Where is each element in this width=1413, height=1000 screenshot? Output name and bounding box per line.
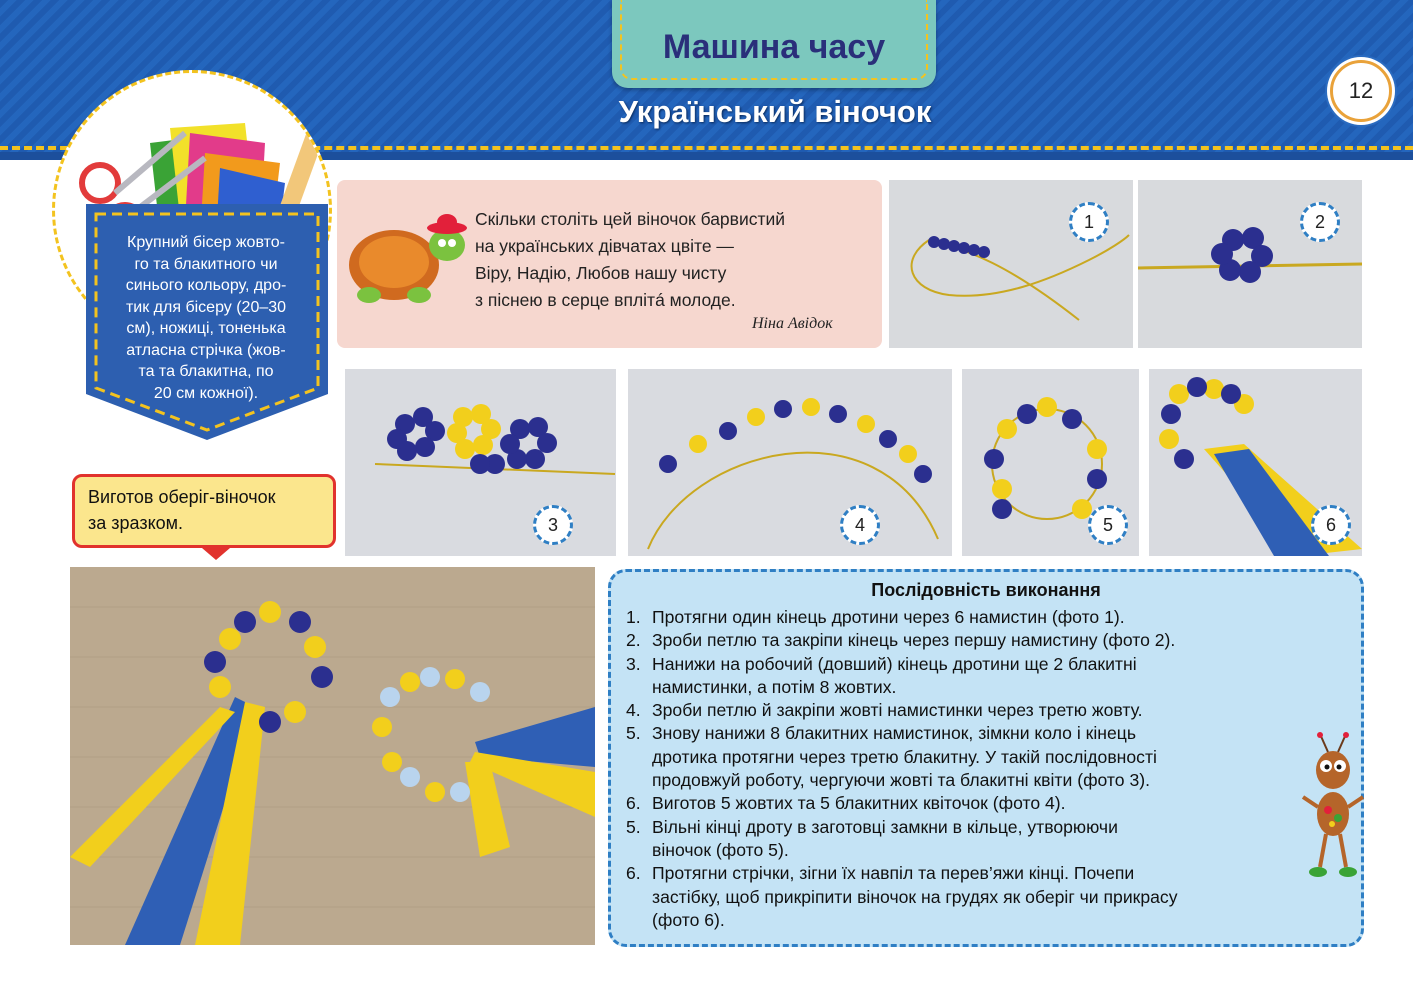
turtle-icon [339, 190, 469, 320]
step-badge: 4 [840, 505, 880, 545]
step-photo-4 [628, 369, 952, 556]
materials-line: синього кольору, дро- [125, 277, 287, 294]
task-line: за зразком. [88, 513, 184, 533]
poem-line: Віру, Надію, Любов нашу чисту [475, 263, 727, 283]
poem-text [475, 206, 895, 314]
step-photo-2 [1138, 180, 1362, 348]
step-item [626, 629, 1336, 652]
step-number: 2. [626, 630, 641, 651]
step-line: (фото 6). [652, 909, 725, 930]
page-number-badge [1330, 60, 1392, 122]
task-arrow [202, 548, 230, 560]
materials-line: та та блакитна, по [138, 363, 274, 380]
step-line: Зроби петлю та закріпи кінець через першу намистину (фото 2). [652, 630, 1176, 651]
step-item [626, 653, 1336, 700]
step-photo-5 [962, 369, 1139, 556]
step-line: Нанижи на робочий (довший) кінець дротини ще 2 блакитні [652, 653, 1137, 674]
step-number: 5. [626, 723, 641, 744]
task-text [88, 484, 328, 536]
ant-mascot-icon [1298, 732, 1368, 882]
step-item [626, 862, 1336, 932]
step-photo-6 [1149, 369, 1362, 556]
step-line: продовжуй роботу, чергуючи жовті та блакитні квіти (фото 3). [652, 770, 1151, 791]
materials-line: см), ножиці, тоненька [126, 320, 286, 337]
poem-line: на українських дівчатах цвіте — [475, 236, 734, 256]
steps-title: Послідовність виконання [871, 580, 1101, 600]
series-title: Машина часу [662, 28, 886, 66]
step-item [626, 792, 1336, 815]
poem-line: Скільки століть цей віночок барвистий [475, 209, 786, 229]
step-line: дротика протягни через третю блакитну. У такій послідовності [652, 746, 1157, 767]
step-number: 1. [626, 607, 641, 627]
step-item [626, 699, 1336, 722]
step-item [626, 606, 1336, 629]
step-photo-1 [889, 180, 1133, 348]
materials-line: Крупний бісер жовто- [127, 234, 285, 251]
step-line: Протягни стрічки, зігни їх навпіл та перев’яжи кінці. Почепи [652, 863, 1135, 884]
step-badge: 1 [1069, 202, 1109, 242]
step-line: Знову нанижи 8 блакитних намистинок, зімкни коло і кінець [652, 723, 1136, 744]
step-line: Вільні кінці дроту в заготовці замкни в кільце, утворюючи [652, 816, 1118, 837]
step-badge: 2 [1300, 202, 1340, 242]
page-number: 12 [1348, 78, 1374, 103]
task-line: Виготов оберіг-віночок [88, 487, 276, 507]
lesson-title: Український віночок [618, 94, 932, 129]
step-line: віночок (фото 5). [652, 839, 789, 860]
sample-wreath-photo [70, 567, 595, 945]
step-badge: 6 [1311, 505, 1351, 545]
step-badge: 3 [533, 505, 573, 545]
step-number: 4. [626, 700, 641, 721]
step-line: Зроби петлю й закріпи жовті намистинки через третю жовту. [652, 700, 1143, 721]
step-number: 3. [626, 653, 641, 674]
step-line: Протягни один кінець дротини через 6 намистин (фото 1). [652, 607, 1125, 627]
step-badge: 5 [1088, 505, 1128, 545]
step-number: 6. [626, 863, 641, 884]
materials-line: 20 см кожної). [153, 384, 259, 402]
steps-list [626, 606, 1336, 932]
step-number: 6. [626, 793, 641, 814]
step-line: Виготов 5 жовтих та 5 блакитних квіточок (фото 4). [652, 793, 1066, 814]
step-line: застібку, щоб прикріпити віночок на грудях як оберіг чи прикрасу [652, 886, 1178, 907]
materials-line: тик для бісеру (20–30 [125, 298, 287, 316]
materials-line: го та блакитного чи [134, 255, 278, 273]
step-line: намистинки, а потім 8 жовтих. [652, 676, 897, 697]
poem-author: Ніна Авідок [752, 315, 833, 332]
materials-text [100, 232, 312, 404]
step-item [626, 722, 1336, 792]
step-number: 5. [626, 816, 641, 837]
series-title-tab [612, 0, 936, 88]
step-item [626, 816, 1336, 863]
step-photo-3 [345, 369, 616, 556]
poem-line: з піснею в серце вплітá молоде. [475, 290, 736, 310]
materials-line: атласна стрічка (жов- [126, 341, 286, 359]
